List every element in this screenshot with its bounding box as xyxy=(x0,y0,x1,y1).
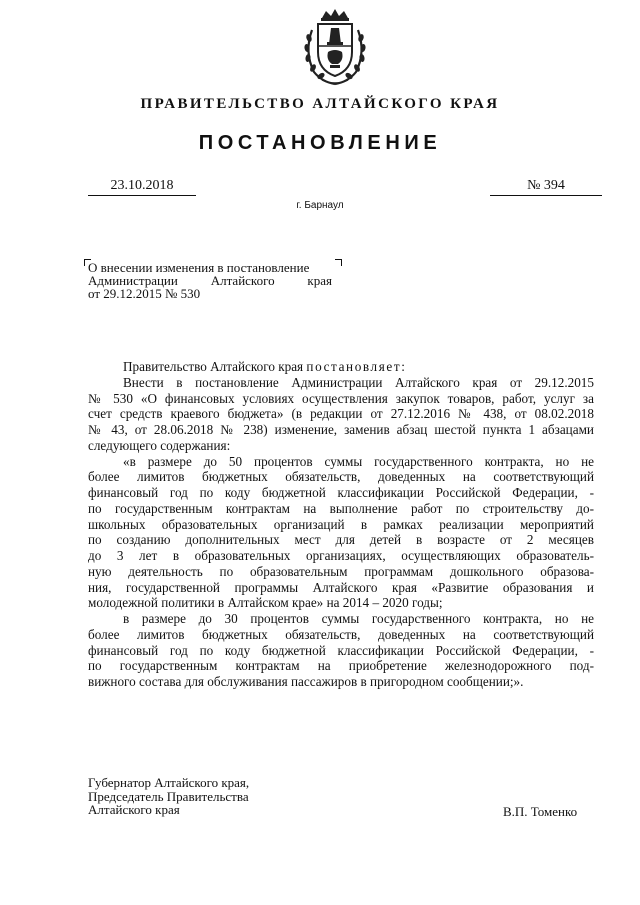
body-line: вижного состава для обслуживания пассажиров в пригородном сообщении;». xyxy=(88,674,524,689)
signatory-title xyxy=(88,776,249,817)
signatory-title-line: Губернатор Алтайского края, xyxy=(88,775,250,790)
signatory-title-line: Алтайского края xyxy=(88,802,180,817)
document-number: № 394 xyxy=(490,178,602,196)
government-title: ПРАВИТЕЛЬСТВО АЛТАЙСКОГО КРАЯ xyxy=(140,96,500,112)
body-line: до 3 лет в образовательных организациях, осуществляющих образователь- xyxy=(88,548,594,563)
subject-line: от 29.12.2015 № 530 xyxy=(88,286,201,301)
body-line: финансовый год по коду бюджетной классификации Российской Федерации, - xyxy=(88,642,594,658)
signatory-name: В.П. Томенко xyxy=(503,804,578,819)
subject-block xyxy=(88,261,332,300)
body-line: «в размере до 50 процентов суммы государственного контракта, но не xyxy=(123,453,594,469)
body-line: по государственным контрактам на выполнение работ по строительству до- xyxy=(88,500,594,516)
body-line: в размере до 30 процентов суммы государственного контракта, но не xyxy=(123,611,594,626)
coat-of-arms-emblem xyxy=(300,8,370,86)
body-line: молодежной политики в Алтайском крае» на 2014 – 2020 годы; xyxy=(88,595,443,611)
body-line: № 43, от 28.06.2018 № 238) изменение, заменив абзац шестой пункта 1 абзацами xyxy=(88,422,594,437)
intro-lead: Правительство Алтайского края xyxy=(123,359,307,374)
city-label: г. Барнаул xyxy=(296,200,344,211)
signatory-title-line: Председатель Правительства xyxy=(88,788,249,804)
body-line: ную деятельность по образовательным программам дошкольного образова- xyxy=(88,563,594,579)
subject-line: О внесении изменения в постановление xyxy=(88,260,310,275)
body-line: по созданию дополнительных мест для детей в возрасте от 2 месяцев xyxy=(88,532,594,548)
subject-corner-right xyxy=(335,259,342,266)
body-line: № 530 «О финансовых условиях осуществления закупок товаров, работ, услуг за xyxy=(88,390,594,406)
body-line: следующего содержания: xyxy=(88,437,231,453)
document-date: 23.10.2018 xyxy=(88,178,196,196)
body-line: счет средств краевого бюджета» (в редакции от 27.12.2016 № 438, от 08.02.2018 xyxy=(88,406,594,422)
resolution-body xyxy=(88,359,594,690)
body-line: по государственным контрактам на приобретение железнодорожного под- xyxy=(88,658,594,674)
document-type: ПОСТАНОВЛЕНИЕ xyxy=(198,132,442,154)
intro-line xyxy=(88,359,594,375)
body-line: финансовый год по коду бюджетной классификации Российской Федерации, - xyxy=(88,485,594,500)
intro-action: постановляет: xyxy=(306,359,407,374)
body-line: более лимитов бюджетных обязательств, доведенных на соответствующий xyxy=(88,469,594,485)
body-line: школьных образовательных организаций в рамках реализации мероприятий xyxy=(88,516,594,532)
body-line: ния, государственной программы Алтайского края «Развитие образования и xyxy=(88,579,594,595)
subject-line: Администрации Алтайского края xyxy=(88,273,332,288)
body-line: Внести в постановление Администрации Алтайского края от 29.12.2015 xyxy=(123,374,594,390)
body-line: более лимитов бюджетных обязательств, доведенных на соответствующий xyxy=(88,626,594,642)
